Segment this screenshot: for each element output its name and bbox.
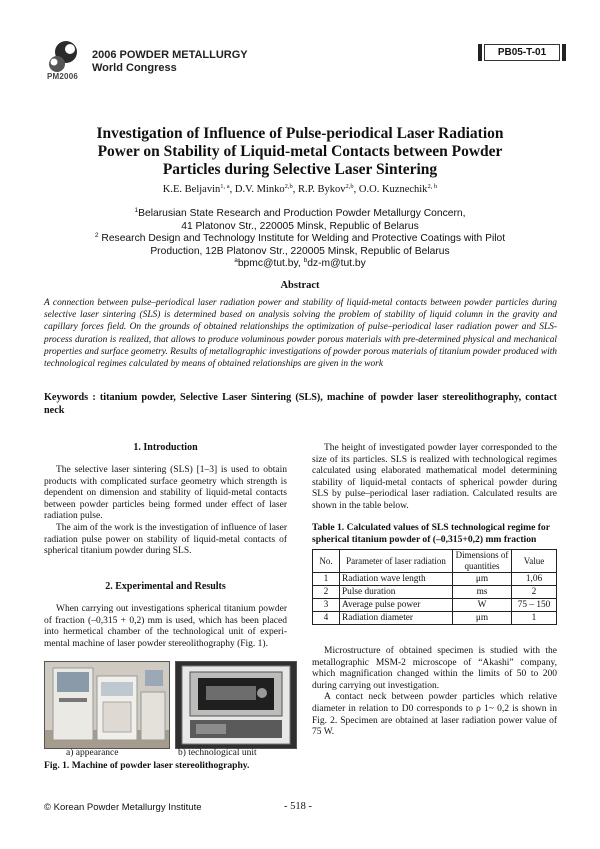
intro-paragraph: The selective laser sintering (SLS) [1–3] is used to obtain products with complicated surface geometry which strength is dependent on dimension and stability of liquid-metal contacts between powder particles being formed under effect of laser radiation pulse. [44,465,287,522]
table-cell: Radiation wave length [340,573,453,586]
paper-code: PB05-T-01 [497,47,547,58]
table-cell: 2 [512,586,557,599]
table-cell: 1 [313,573,340,586]
abstract-heading: Abstract [280,280,320,291]
table1 [312,549,557,625]
table-cell: W [453,599,512,612]
affil-sup: 1 [134,207,139,214]
technological-unit-image [176,662,296,748]
figure1-caption: Fig. 1. Machine of powder laser stereolithography. [44,760,250,771]
author-list: K.E. Beljavin$^{1, a}$, D.V. Minko$^{2,b}$, R.P. Bykov$^{2,b}$, O.O. Kuznechik$^{2, b}$ [162,183,438,195]
author-sup: 2,b [284,183,293,190]
table-cell: 1,06 [512,573,557,586]
table-cell: Radiation diameter [340,612,453,625]
affil1-line1: Belarusian State Research and Production Powder Metallurgy Concern, [138,208,466,219]
footer-page-number: - 518 - [284,801,312,812]
author-name: D.V. Minko [234,184,285,195]
table-header: Value [512,550,557,573]
affiliations: $^1$Belarusian State Research and Production Powder Metallurgy Concern, 41 Platonov Str., 220005 Minsk, Republic of Belarus $^2$ Research Design and Technology Institute for Welding and Protective Coatings with Pilot Production, 12B Platonov Str., 220005 Minsk, Republic of Belarus $^a$bpmc@tut.by, $^b$dz-m@tut.by [40,208,560,271]
abstract-text: A connection between pulse–periodical laser radiation power and stability of liquid-metal contacts between powder particles during selective laser sintering (SLS) is determined based on analysis solving the problem of stability of liquid column in the gravity and capillary forces field. On the grounds of obtained relationships the optimization of pulse–periodical laser radiation power and SLS-process duration is realized, that allows to produce voluminous powder porous materials with pre-determined physical and mechanical properties and surface geometry. Results of metallographic investigations of powder porous materials of titanium powder produced with technological regimes calculated by means of obtained relationships are given in the work [44,298,557,370]
affil2-line1: Research Design and Technology Institute for Welding and Protective Coatings with Pilot [101,233,506,244]
conference-line2: World Congress [92,62,177,74]
right-col-body-1 [312,443,557,513]
code-left-bar [478,44,482,61]
table-header: Parameter of laser radiation [340,550,453,573]
figure1-photo-unit [175,661,297,749]
table-cell: 2 [313,586,340,599]
title-line1: Investigation of Influence of Pulse-periodical Laser Radiation [96,125,504,142]
affil-sup: 2 [94,232,99,239]
figure1-sub-a: a) appearance [66,748,119,758]
machine-appearance-image [45,662,169,748]
author-name: O.O. Kuznechik [358,184,428,195]
experimental-body [44,604,287,650]
author-name: R.P. Bykov [297,184,346,195]
email-a[interactable]: bpmc@tut.by [237,258,298,269]
code-right-bar [562,44,566,61]
table-row [313,586,557,599]
author-name: K.E. Beljavin [162,184,221,195]
right-paragraph: The height of investigated powder layer corresponded to the size of its particles. SLS is realized with technological regimes calculated using elaborated mathematical model determining stability of liquid-metal contacts of spherical powder during SLS by pulse–periodical laser radiation. Calculated results are shown in the table below. [312,443,557,511]
table-cell: Average pulse power [340,599,453,612]
intro-paragraph: The aim of the work is the investigation of influence of laser radiation pulse power on stability of liquid-metal contacts of spherical titanium powder during SLS. [44,522,287,557]
email-b[interactable]: dz-m@tut.by [307,258,366,269]
footer-copyright: © Korean Powder Metallurgy Institute [44,802,202,813]
title-line2: Power on Stability of Liquid-metal Contacts between Powder [97,143,503,160]
affil2-line2: Production, 12B Platonov Str., 220005 Minsk, Republic of Belarus [150,245,450,257]
table-header: Dimensions of quantities [453,550,512,573]
table-cell: μm [453,612,512,625]
table-row [313,573,557,586]
intro-heading: 1. Introduction [133,442,198,453]
intro-body [44,465,287,558]
figure1-photo-appearance [44,661,170,749]
right-paragraph: Microstructure of obtained specimen is studied with the metallographic MSM-2 microscope of “Akashi” company, which magnification changed within the limits of 50 to 200 during carrying out investigation. [312,646,557,691]
email-sup: a [234,257,238,264]
author-sup: 1, a [220,183,230,190]
experimental-heading: 2. Experimental and Results [105,581,226,592]
paper-code-badge [484,44,560,61]
title-line3: Particles during Selective Laser Sintering [162,161,438,178]
table-header-row [313,550,557,573]
experimental-paragraph: When carrying out investigations spherical titanium powder of fraction (–0,315 + 0,2) mm is used, which has been placed into hermetical chamber of the technological unit of experi-mental machine of laser powder stereolithography (Fig. 1). [44,604,287,649]
table-header: No. [313,550,340,573]
conference-title [92,49,248,75]
table-cell: 4 [313,612,340,625]
table-cell: Pulse duration [340,586,453,599]
table-row [313,599,557,612]
right-paragraph: A contact neck between powder particles which relative diameter in relation to D0 corresponds to ρ 1~ 0,2 is shown in Fig. 2. Specimen are obtained at laser radiation power value of 75 W. [312,692,557,738]
table1-caption: Table 1. Calculated values of SLS technological regime for spherical titanium powder of (–0,315+0,2) mm fraction [312,522,550,545]
affil1-line2: 41 Platonov Str., 220005 Minsk, Republic of Belarus [181,220,419,232]
logo-text: PM2006 [47,72,78,81]
paper-title [70,125,530,179]
author-sup: 2,b [345,183,354,190]
author-sup: 2, b [427,183,438,190]
email-sup: b [303,257,308,264]
figure1-sub-b: b) technological unit [178,748,257,758]
table-cell: 1 [512,612,557,625]
conference-line1: 2006 POWDER METALLURGY [92,49,248,61]
keywords: Keywords : titanium powder, Selective Laser Sintering (SLS), machine of powder laser stereolithography, contact neck [44,392,557,416]
table-cell: 3 [313,599,340,612]
table-cell: ms [453,586,512,599]
table-row [313,612,557,625]
right-col-body-2 [312,646,557,739]
table-cell: 75 – 150 [512,599,557,612]
table-cell: μm [453,573,512,586]
